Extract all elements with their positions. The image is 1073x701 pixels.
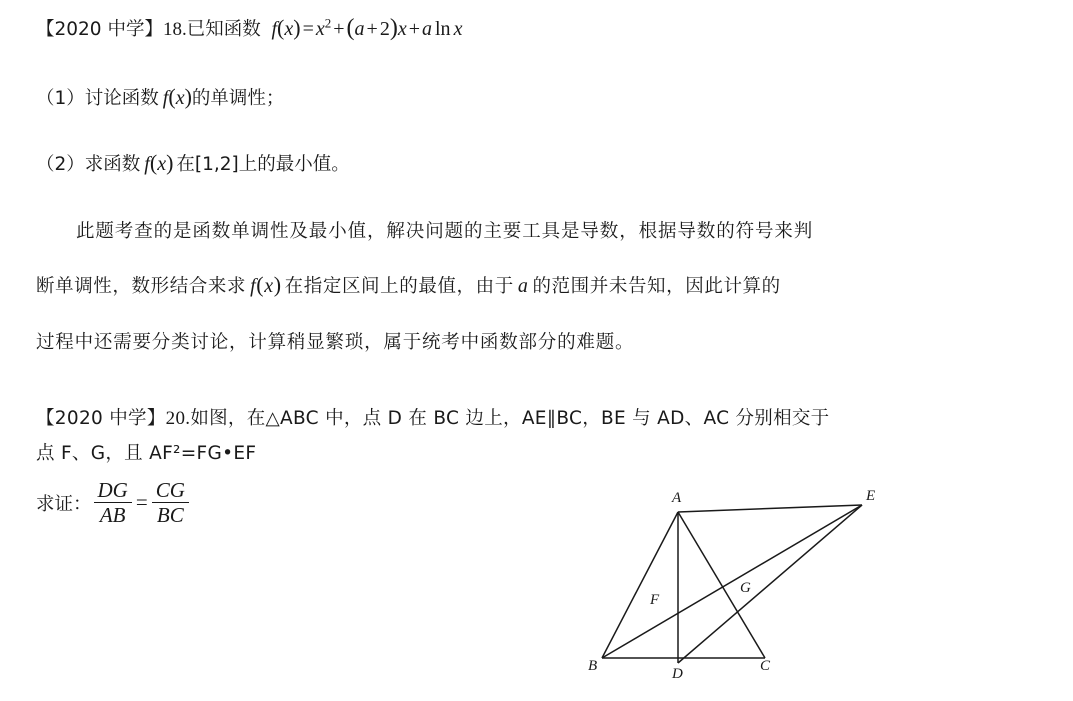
problem-18-tag: 【2020 中学】: [36, 19, 163, 40]
problem-20-line-2: [36, 443, 256, 466]
problem-18-part-2: [36, 150, 350, 177]
segment-ac: [678, 512, 765, 658]
label-c: C: [760, 658, 771, 674]
formula-paren-open: (: [277, 15, 285, 40]
formula-var-x-2: x: [397, 18, 407, 40]
analysis-line-2: [36, 272, 781, 298]
part-1-paren-close: ): [184, 84, 192, 109]
part-1-text-after: 的单调性；: [191, 88, 285, 109]
part-1-paren-open: (: [168, 84, 176, 109]
formula-var-x: x: [284, 18, 294, 40]
fraction-bc-denominator: BC: [152, 502, 189, 527]
part-1-label: （1）: [36, 88, 85, 109]
analysis-paren-close: ): [273, 272, 282, 297]
problem-18-number: 18.: [162, 19, 187, 40]
problem-20-number: 20.: [165, 408, 191, 429]
part-1-var: x: [175, 87, 185, 109]
equation-equals: =: [135, 490, 148, 515]
label-e: E: [866, 488, 876, 504]
problem-20-prove: [36, 478, 191, 527]
formula-plus-1: +: [333, 18, 345, 40]
problem-18-heading: [36, 14, 462, 43]
problem-20-text: 如图，在△ABC 中，点 D 在 BC 边上，AE∥BC，BE 与 AD、AC 分别相交于: [190, 408, 830, 429]
fraction-cg-numerator: CG: [155, 478, 185, 502]
label-f: F: [650, 592, 660, 608]
formula-two: 2: [379, 18, 390, 40]
analysis-line-1: 此题考查的是函数单调性及最小值，解决问题的主要工具是导数，根据导数的符号来判: [76, 221, 814, 242]
analysis-line-3: 过程中还需要分类讨论，计算稍显繁琐，属于统考中函数部分的难题。: [36, 332, 635, 353]
formula-a: a: [354, 18, 365, 40]
formula-plus-inner: +: [366, 18, 378, 40]
problem-18-stem-text: 已知函数: [186, 19, 261, 40]
label-d: D: [672, 666, 683, 682]
formula-plus-2: +: [408, 18, 420, 40]
analysis-line-2-part-c: 的范围并未告知，因此计算的: [532, 276, 781, 297]
label-a: A: [672, 490, 682, 506]
formula-x-squared-base: x: [315, 18, 325, 40]
formula-group-close: ): [389, 15, 398, 41]
analysis-symbol-a: a: [517, 275, 529, 297]
part-2-label: （2）: [36, 154, 85, 175]
geometry-figure: [560, 480, 900, 690]
problem-20-condition: 点 F、G，且 AF²=FG•EF: [36, 443, 257, 464]
formula-a-2: a: [422, 18, 432, 40]
geometry-figure-svg: [560, 480, 900, 690]
analysis-line-2-part-a: 断单调性，数形结合来求: [36, 276, 247, 297]
part-2-text-mid: 在[1,2]上的最小值。: [176, 154, 350, 175]
figure-vertex-labels: [588, 488, 875, 682]
formula-equals: =: [302, 18, 314, 40]
label-g: G: [740, 580, 751, 596]
problem-20-line-1: [36, 408, 829, 431]
formula-var-x-3: x: [453, 18, 463, 40]
analysis-paren-open: (: [256, 272, 265, 297]
formula-x-squared-exponent: 2: [324, 15, 332, 31]
segment-ae: [678, 505, 862, 512]
problem-18-formula: [271, 15, 463, 41]
fraction-dg-numerator: DG: [97, 478, 128, 502]
fraction-dg-ab: [94, 478, 132, 527]
label-b: B: [588, 658, 598, 674]
problem-20-tag: 【2020 中学】: [36, 408, 166, 429]
analysis-fn: f: [250, 275, 257, 297]
part-2-paren-open: (: [149, 150, 158, 175]
fraction-ab-denominator: AB: [94, 502, 132, 527]
segment-de: [678, 505, 862, 663]
formula-f: f: [271, 18, 278, 40]
formula-group-open: (: [346, 15, 355, 41]
part-2-paren-close: ): [166, 150, 174, 175]
part-1-fn: f: [162, 87, 169, 109]
part-2-fn: f: [144, 153, 150, 175]
analysis-line-2-part-b: 在指定区间上的最值，由于: [284, 276, 514, 297]
fraction-cg-bc: [152, 478, 189, 527]
problem-18-part-1: [36, 84, 284, 111]
part-1-text-before: 讨论函数: [84, 88, 159, 109]
formula-ln: ln: [435, 18, 451, 40]
analysis-var: x: [264, 275, 274, 297]
figure-edges: [602, 505, 862, 663]
part-2-var: x: [157, 153, 167, 175]
formula-paren-close: ): [293, 15, 301, 40]
part-2-text-before: 求函数: [84, 154, 141, 175]
prove-label: 求证：: [36, 493, 92, 515]
